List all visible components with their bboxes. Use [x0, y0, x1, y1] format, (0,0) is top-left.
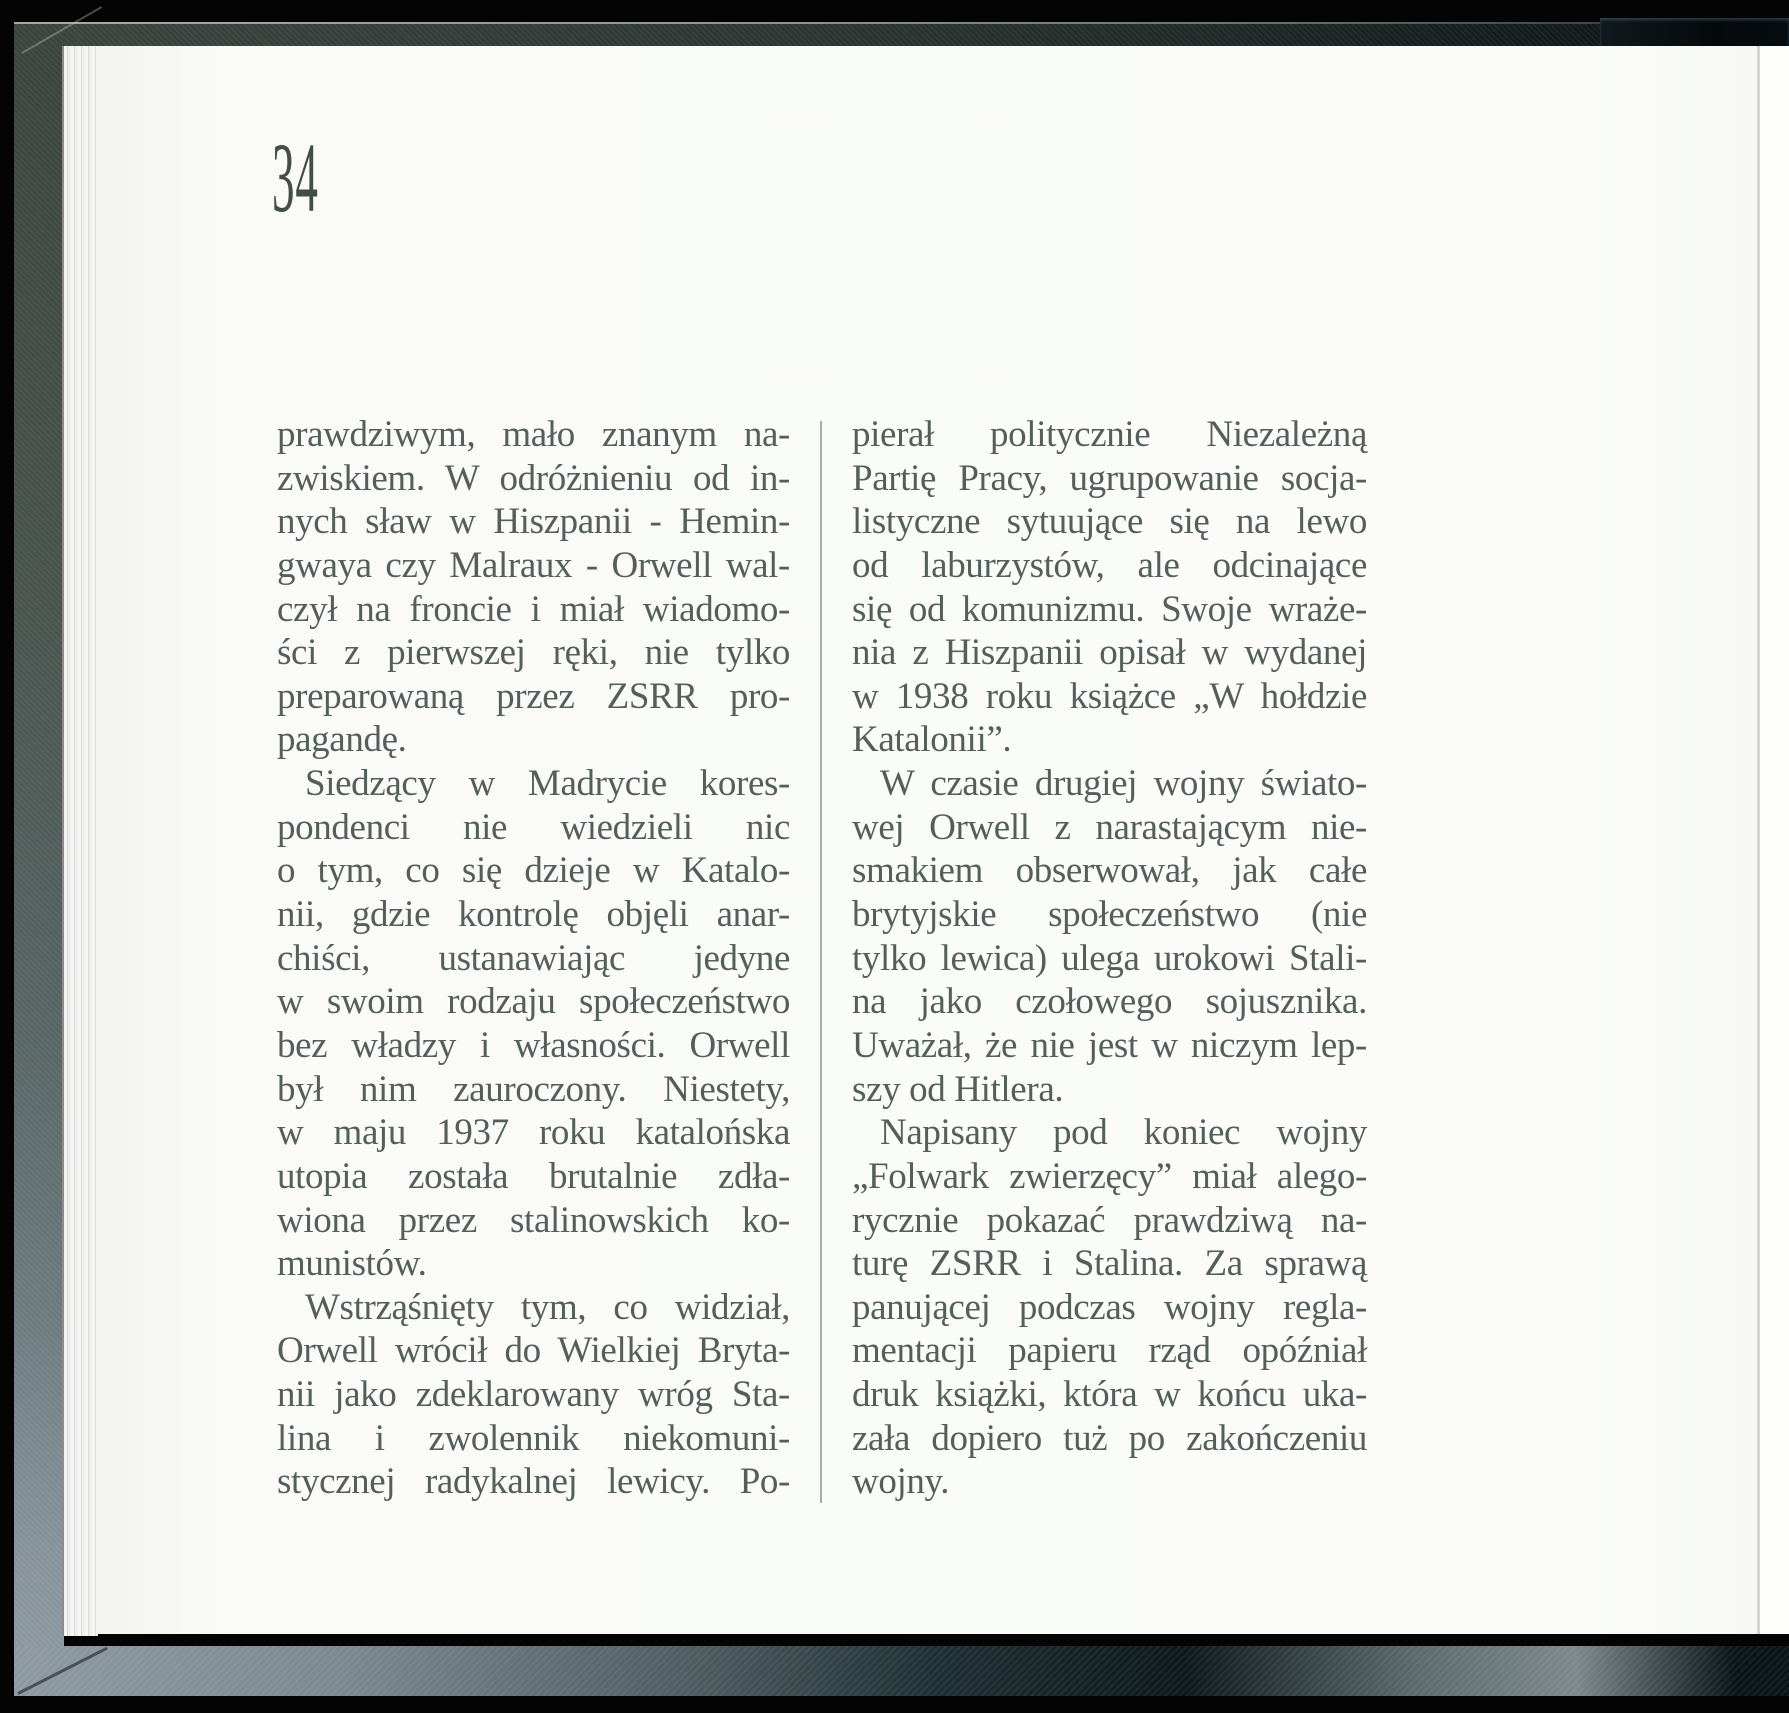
text-line: Napisany pod koniec wojny — [880, 1112, 1367, 1154]
text-line: bez władzy i własności. Orwell — [277, 1024, 790, 1066]
text-line: pondenci nie wiedzieli nic — [277, 806, 790, 848]
text-line: utopia została brutalnie zdła- — [277, 1155, 790, 1197]
text-line: tylko lewica) ulega urokowi Stali- — [852, 937, 1367, 979]
right-text-column — [852, 413, 1367, 1504]
text-line: na jako czołowego sojusznika. — [852, 981, 1367, 1023]
page-edge-stack — [62, 46, 98, 1636]
text-line: od laburzystów, ale odcinające — [852, 544, 1367, 586]
text-line: brytyjskie społeczeństwo (nie — [852, 894, 1367, 936]
text-line: w 1938 roku książce „W hołdzie — [852, 675, 1367, 717]
text-line: chiści, ustanawiając jedyne — [277, 937, 790, 979]
text-line: wojny. — [852, 1461, 950, 1503]
text-line: Uważał, że nie jest w niczym lep- — [852, 1024, 1367, 1066]
text-line: pagandę. — [277, 719, 407, 761]
column-divider-rule — [820, 421, 822, 1503]
left-text-column — [277, 413, 790, 1504]
text-line: Siedzący w Madrycie kores- — [305, 763, 790, 805]
text-line: czył na froncie i miał wiadomo- — [277, 588, 790, 630]
text-line: turę ZSRR i Stalina. Za sprawą — [852, 1243, 1367, 1285]
text-line: nii jako zdeklarowany wróg Sta- — [277, 1374, 790, 1416]
page-number: 34 — [272, 122, 319, 233]
text-line: zwiskiem. W odróżnieniu od in- — [277, 457, 790, 499]
text-line: był nim zauroczony. Niestety, — [277, 1068, 790, 1110]
text-line: „Folwark zwierzęcy” miał alego- — [852, 1155, 1367, 1197]
text-line: ści z pierwszej ręki, nie tylko — [277, 632, 790, 674]
text-line: zała dopiero tuż po zakończeniu — [852, 1417, 1367, 1459]
text-line: rycznie pokazać prawdziwą na- — [852, 1199, 1367, 1241]
text-line: druk książki, która w końcu uka- — [852, 1374, 1367, 1416]
text-line: szy od Hitlera. — [852, 1068, 1064, 1110]
text-line: o tym, co się dzieje w Katalo- — [277, 850, 790, 892]
text-line: listyczne sytuujące się na lewo — [852, 501, 1367, 543]
text-line: Orwell wrócił do Wielkiej Bryta- — [277, 1330, 790, 1372]
text-line: mentacji papieru rząd opóźniał — [852, 1330, 1367, 1372]
text-line: W czasie drugiej wojny świato- — [880, 763, 1367, 805]
text-line: prawdziwym, mało znanym na- — [277, 414, 790, 455]
book-cover-left — [14, 24, 64, 1692]
text-line: panującej podczas wojny regla- — [852, 1286, 1367, 1328]
text-line: lina i zwolennik niekomuni- — [277, 1417, 790, 1459]
text-line: smakiem obserwował, jak całe — [852, 850, 1367, 892]
text-line: się od komunizmu. Swoje wraże- — [852, 588, 1367, 630]
text-line: nii, gdzie kontrolę objęli anar- — [277, 894, 790, 936]
text-line: w maju 1937 roku katalońska — [277, 1112, 790, 1154]
text-line: nych sław w Hiszpanii - Hemin- — [277, 501, 790, 543]
text-line: w swoim rodzaju społeczeństwo — [277, 981, 790, 1023]
text-line: nia z Hiszpanii opisał w wydanej — [852, 632, 1367, 674]
text-line: preparowaną przez ZSRR pro- — [277, 675, 790, 717]
text-line: wej Orwell z narastającym nie- — [852, 806, 1367, 848]
text-line: Wstrząśnięty tym, co widział, — [305, 1286, 790, 1328]
text-line: Partię Pracy, ugrupowanie socja- — [852, 457, 1367, 499]
text-line: pierał politycznie Niezależną — [852, 414, 1367, 455]
book-cover-bottom — [14, 1646, 1789, 1696]
text-line: munistów. — [277, 1243, 427, 1285]
text-line: wiona przez stalinowskich ko- — [277, 1199, 790, 1241]
adjacent-page-sliver — [1760, 46, 1789, 1634]
text-line: Katalonii”. — [852, 719, 1012, 761]
text-line: gwaya czy Malraux - Orwell wal- — [277, 544, 790, 586]
text-line: stycznej radykalnej lewicy. Po- — [277, 1461, 790, 1503]
